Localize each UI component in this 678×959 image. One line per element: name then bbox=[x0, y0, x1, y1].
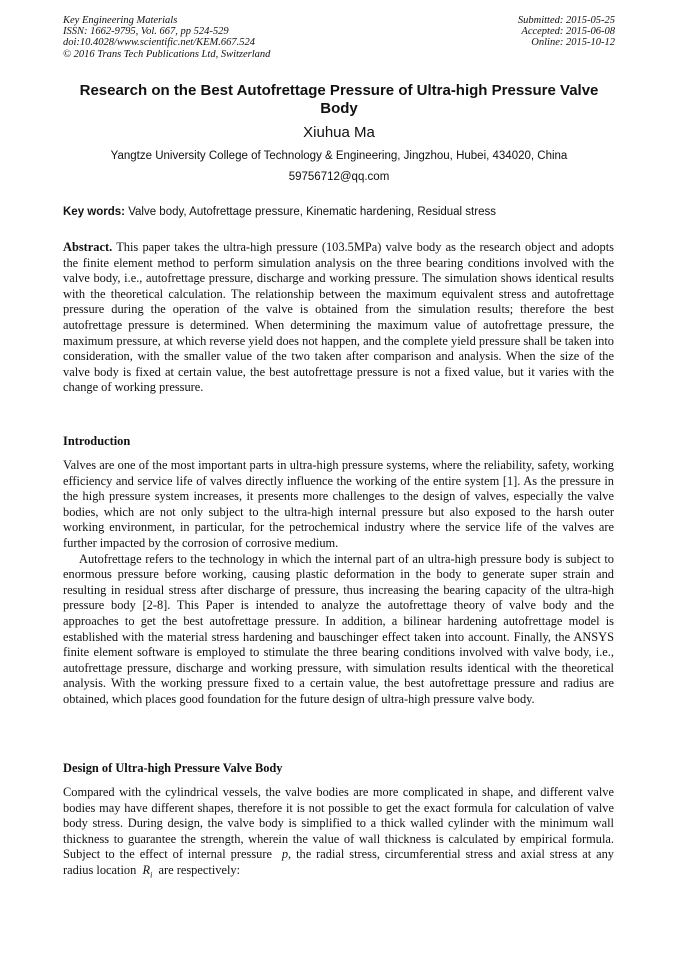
publication-dates bbox=[518, 15, 615, 49]
design-heading: Design of Ultra-high Pressure Valve Body bbox=[63, 761, 283, 775]
design-text-1: Compared with the cylindrical vessels, the valve bodies are more complicated in shape, and different valve bodies may have different shapes, therefore it is not possible to get the exact formula for calculation of valve body stress. During design, the valve body is simplified to a thick walled cylinder with the minimum wall thickness to guarantee the strength, wherein the value of wall thickness is calculated by empirical formula. Subject to the effect of internal pressure bbox=[63, 785, 614, 862]
author-affiliation: Yangtze University College of Technology & Engineering, Jingzhou, Hubei, 434020, China bbox=[110, 150, 568, 162]
author-email: 59756712@qq.com bbox=[288, 171, 390, 183]
introduction-paragraph-1: Valves are one of the most important parts in ultra-high pressure systems, where the reliability, safety, working efficiency and service life of valves directly influence the working of the entire system [1]. As the pressure in the high pressure system increases, it presents more challenges to the design of valves, especially the valve bodies, which are not only subject to the ultra-high internal pressure but also exposed to the harsh outer working environment, in particular, for the petrochemical industry where the service life of the valves are further impacted by the corrosion of corrosive medium. bbox=[63, 458, 614, 550]
radius-symbol: R bbox=[142, 862, 151, 877]
design-text-3: are respectively: bbox=[158, 862, 241, 877]
copyright-line: © 2016 Trans Tech Publications Ltd, Switzerland bbox=[63, 48, 271, 60]
abstract-label: Abstract. bbox=[63, 240, 113, 254]
journal-info bbox=[63, 15, 270, 60]
submitted-date: Submitted: 2015-05-25 bbox=[517, 15, 615, 26]
paper-title: Research on the Best Autofrettage Pressure of Ultra-high Pressure Valve Body bbox=[79, 82, 599, 117]
doi-line: doi:10.4028/www.scientific.net/KEM.667.524 bbox=[63, 37, 255, 49]
accepted-date: Accepted: 2015-06-08 bbox=[521, 26, 615, 38]
abstract-text: This paper takes the ultra-high pressure (103.5MPa) valve body as the research object and adopts the finite element method to perform simulation analysis on the three bearing conditions involved with the valve body, i.e., autofrettage pressure, discharge and working pressure. The simulation shows identical results with the theoretical calculation. The relationship between the maximum equivalent stress and autofrettage pressure during the operation of the valve is obtained from the simulation results; therefore the best autofrettage pressure is determined. When determining the maximum value of autofrettage pressure, the maximum pressure, at which reverse yield does not happen, and the complete yield pressure shall be taken into consideration, with the smaller value of the two taken after comparison and analysis. When the size of the valve body is fixed at certain value, the best autofrettage pressure is not a fixed value, but it varies with the change of working pressure. bbox=[63, 240, 614, 395]
design-text-2: , the radial stress, circumferential stress and axial stress at any radius location bbox=[63, 847, 614, 877]
online-date: Online: 2015-10-12 bbox=[531, 37, 615, 49]
keywords-label: Key words: bbox=[63, 206, 125, 218]
radius-subscript: i bbox=[150, 870, 153, 880]
design-paragraph bbox=[63, 785, 614, 883]
keywords bbox=[63, 206, 619, 218]
keywords-text: Valve body, Autofrettage pressure, Kinematic hardening, Residual stress bbox=[128, 206, 496, 218]
issn-line: ISSN: 1662-9795, Vol. 667, pp 524-529 bbox=[63, 26, 229, 38]
pressure-symbol: p bbox=[281, 847, 289, 862]
introduction-heading: Introduction bbox=[63, 434, 131, 448]
author-name: Xiuhua Ma bbox=[303, 124, 375, 141]
abstract bbox=[63, 240, 614, 396]
introduction-paragraph-2: Autofrettage refers to the technology in which the internal part of an ultra-high pressure body is subject to enormous pressure before working, causing plastic deformation in the body to generate super strain and resulting in residual stress after discharge of pressure, thus increasing the bearing capacity of the ultra-high pressure body [2-8]. This Paper is intended to analyze the autofrettage theory of valve body and the approaches to get the best autofrettage pressure. In addition, a bilinear hardening autofrettage model is established with the material stress hardening and bauschinger effect taken into account. Finally, the ANSYS finite element software is employed to stimulate the three bearing conditions involved with valve body, i.e., autofrettage pressure, discharge and working pressure, with simulation results identical with the theoretical analysis. With the working pressure fixed to a certain value, the best autofrettage pressure and radius are obtained, which places good foundation for the future design of ultra-high pressure valve body. bbox=[63, 551, 614, 706]
journal-name: Key Engineering Materials bbox=[63, 15, 178, 26]
introduction-section bbox=[63, 458, 614, 708]
